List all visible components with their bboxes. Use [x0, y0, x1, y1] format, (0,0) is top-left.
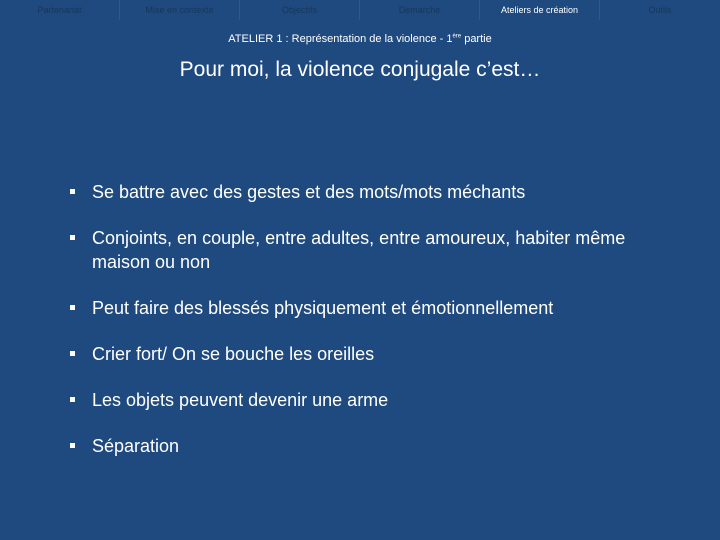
square-bullet-icon	[70, 189, 75, 194]
tab-demarche[interactable]: Démarche	[360, 0, 480, 20]
subtitle-superscript: ère	[452, 33, 462, 40]
tab-partenariat[interactable]: Partenariat	[0, 0, 120, 20]
square-bullet-icon	[70, 235, 75, 240]
bullet-text: Les objets peuvent devenir une arme	[92, 390, 389, 410]
slide-subtitle	[0, 33, 720, 45]
square-bullet-icon	[70, 443, 75, 448]
subtitle-prefix: ATELIER 1 : Représentation de la violence - 1	[228, 33, 453, 45]
square-bullet-icon	[70, 351, 75, 356]
tab-ateliers-de-creation[interactable]: Ateliers de création	[480, 0, 600, 20]
tab-outils[interactable]: Outils	[648, 5, 672, 15]
bullet-text: Se battre avec des gestes et des mots/mots méchants	[92, 182, 526, 202]
bullet-text: Crier fort/ On se bouche les oreilles	[92, 344, 375, 364]
square-bullet-icon	[70, 397, 75, 402]
bullet-list	[70, 180, 670, 458]
list-item	[70, 180, 670, 204]
bullet-text: Peut faire des blessés physiquement et émotionnellement	[92, 298, 554, 318]
list-item	[70, 296, 670, 320]
list-item	[70, 226, 670, 274]
tab-objectifs[interactable]: Objectifs	[240, 0, 360, 20]
top-navigation	[0, 0, 720, 20]
square-bullet-icon	[70, 305, 75, 310]
bullet-text: Conjoints, en couple, entre adultes, entre amoureux, habiter même maison ou non	[92, 228, 626, 272]
slide-title: Pour moi, la violence conjugale c’est…	[179, 58, 541, 81]
bullet-text: Séparation	[92, 436, 180, 456]
list-item	[70, 342, 670, 366]
list-item	[70, 388, 670, 412]
subtitle-suffix: partie	[461, 33, 492, 45]
list-item	[70, 434, 670, 458]
tab-mise-en-contexte[interactable]: Mise en contexte	[120, 0, 240, 20]
